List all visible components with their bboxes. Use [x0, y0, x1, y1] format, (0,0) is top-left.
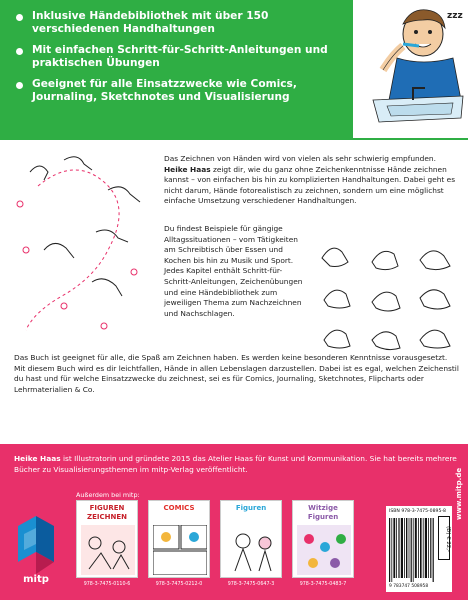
book-cover[interactable]: [76, 500, 138, 578]
book-cover-art: [81, 525, 135, 575]
hand-poses-grid-illustration: [316, 236, 464, 356]
book-isbn: 978-3-7475-0647-3: [227, 582, 275, 587]
bullet-dot-icon: [16, 14, 23, 21]
book-isbn: 978-3-7475-0110-6: [83, 582, 131, 587]
author-name: Heike Haas: [14, 454, 61, 463]
barcode-isbn: ISBN 978-3-7475-0895-8: [389, 509, 446, 514]
man-brushing-teeth-illustration: [353, 0, 468, 138]
barcode-number: 9 783747 508958: [389, 584, 429, 589]
barcode-icon: [389, 518, 435, 582]
target-audience-paragraph: Das Buch ist geeignet für alle, die Spaß am Zeichnen haben. Es werden keine besonderen Kenntnisse vorausgesetzt. Mit diesem Buch wird es dir leichtfallen, Hände in allen Lebenslagen darzustellen. Dabei ist es egal, welchen Zeichenstil du hast und für welche Einsatzzwecke du zeichnest, sei es für Comics, Journaling, Sketchnotes, Flipcharts oder Lehrmaterialien & Co.: [14, 353, 459, 394]
also-at-publisher-label: Außerdem bei mitp:: [76, 491, 140, 499]
feature-bullets: [16, 10, 346, 112]
book-cover[interactable]: [292, 500, 354, 578]
book-isbn: 978-3-7475-0212-0: [155, 582, 203, 587]
book-isbn: 978-3-7475-0483-7: [299, 582, 347, 587]
mitp-logo-icon: [14, 512, 58, 576]
author-bio: [14, 454, 459, 475]
intro-text-start: Das Zeichnen von Händen wird von vielen als sehr schwierig empfunden.: [164, 154, 436, 163]
publisher-website[interactable]: www.mitp.de: [455, 467, 463, 520]
price-text: (D) € 22,-: [445, 526, 451, 552]
bullet-item: [16, 10, 346, 36]
bullet-text: Inklusive Händebibliothek mit über 150 verschiedenen Handhaltungen: [32, 10, 269, 35]
price-box: [438, 516, 450, 560]
book-cover-art: [153, 525, 207, 575]
book-cover[interactable]: [148, 500, 210, 578]
bullet-text: Geeignet für alle Einsatzzwecke wie Comics, Journaling, Sketchnotes und Visualisierung: [32, 78, 297, 103]
book-cover-art: [225, 525, 279, 575]
sleep-zzz-text: zzz: [447, 11, 463, 21]
bullet-text: Mit einfachen Schritt-für-Schritt-Anleitungen und praktischen Übungen: [32, 44, 328, 69]
book-cover-art: [297, 525, 351, 575]
related-books: [76, 500, 376, 590]
book-title: Figuren: [235, 504, 267, 512]
author-bio-text: ist Illustratorin und gründete 2015 das Atelier Haas für Kunst und Kommunikation. Sie hat bereits mehrere Bücher zu Visualisierungsthemen im mitp-Verlag veröffentlicht.: [14, 454, 457, 474]
bullet-dot-icon: [16, 48, 23, 55]
book-title: FIGUREN ZEICHNEN: [87, 504, 127, 521]
author-name-inline: Heike Haas: [164, 164, 211, 174]
book-title: Witzige Figuren: [307, 504, 339, 521]
bullet-item: [16, 44, 346, 70]
intro-paragraph: [164, 154, 456, 207]
bullet-item: [16, 78, 346, 104]
intro-text-rest: zeigt dir, wie du ganz ohne Zeichenkenntnisse Hände zeichnen kannst – von einfachen bis hin zu komplizierten Handhaltungen. Dabei geht es nicht darum, Hände fotorealistisch zu zeichnen, sondern um eine möglichst einfache Umsetzung verschiedener Handhaltungen.: [164, 164, 456, 206]
publisher-logo-text: mitp: [23, 574, 49, 585]
examples-paragraph: Du findest Beispiele für gängige Alltagssituationen – vom Tätigkeiten am Schreibtisch über Essen und Kochen bis hin zu Musik und Sport. Jedes Kapitel enthält Schritt-für-Schritt-Anleitungen, Zeichenübungen und eine Händebibliothek zum jeweiligen Thema zum Nachzeichnen und Nachschlagen.: [164, 224, 303, 318]
hand-drawing-steps-illustration: [4, 146, 162, 346]
bullet-dot-icon: [16, 82, 23, 89]
book-title: COMICS: [163, 504, 195, 512]
book-cover[interactable]: [220, 500, 282, 578]
barcode-block: [386, 506, 452, 592]
